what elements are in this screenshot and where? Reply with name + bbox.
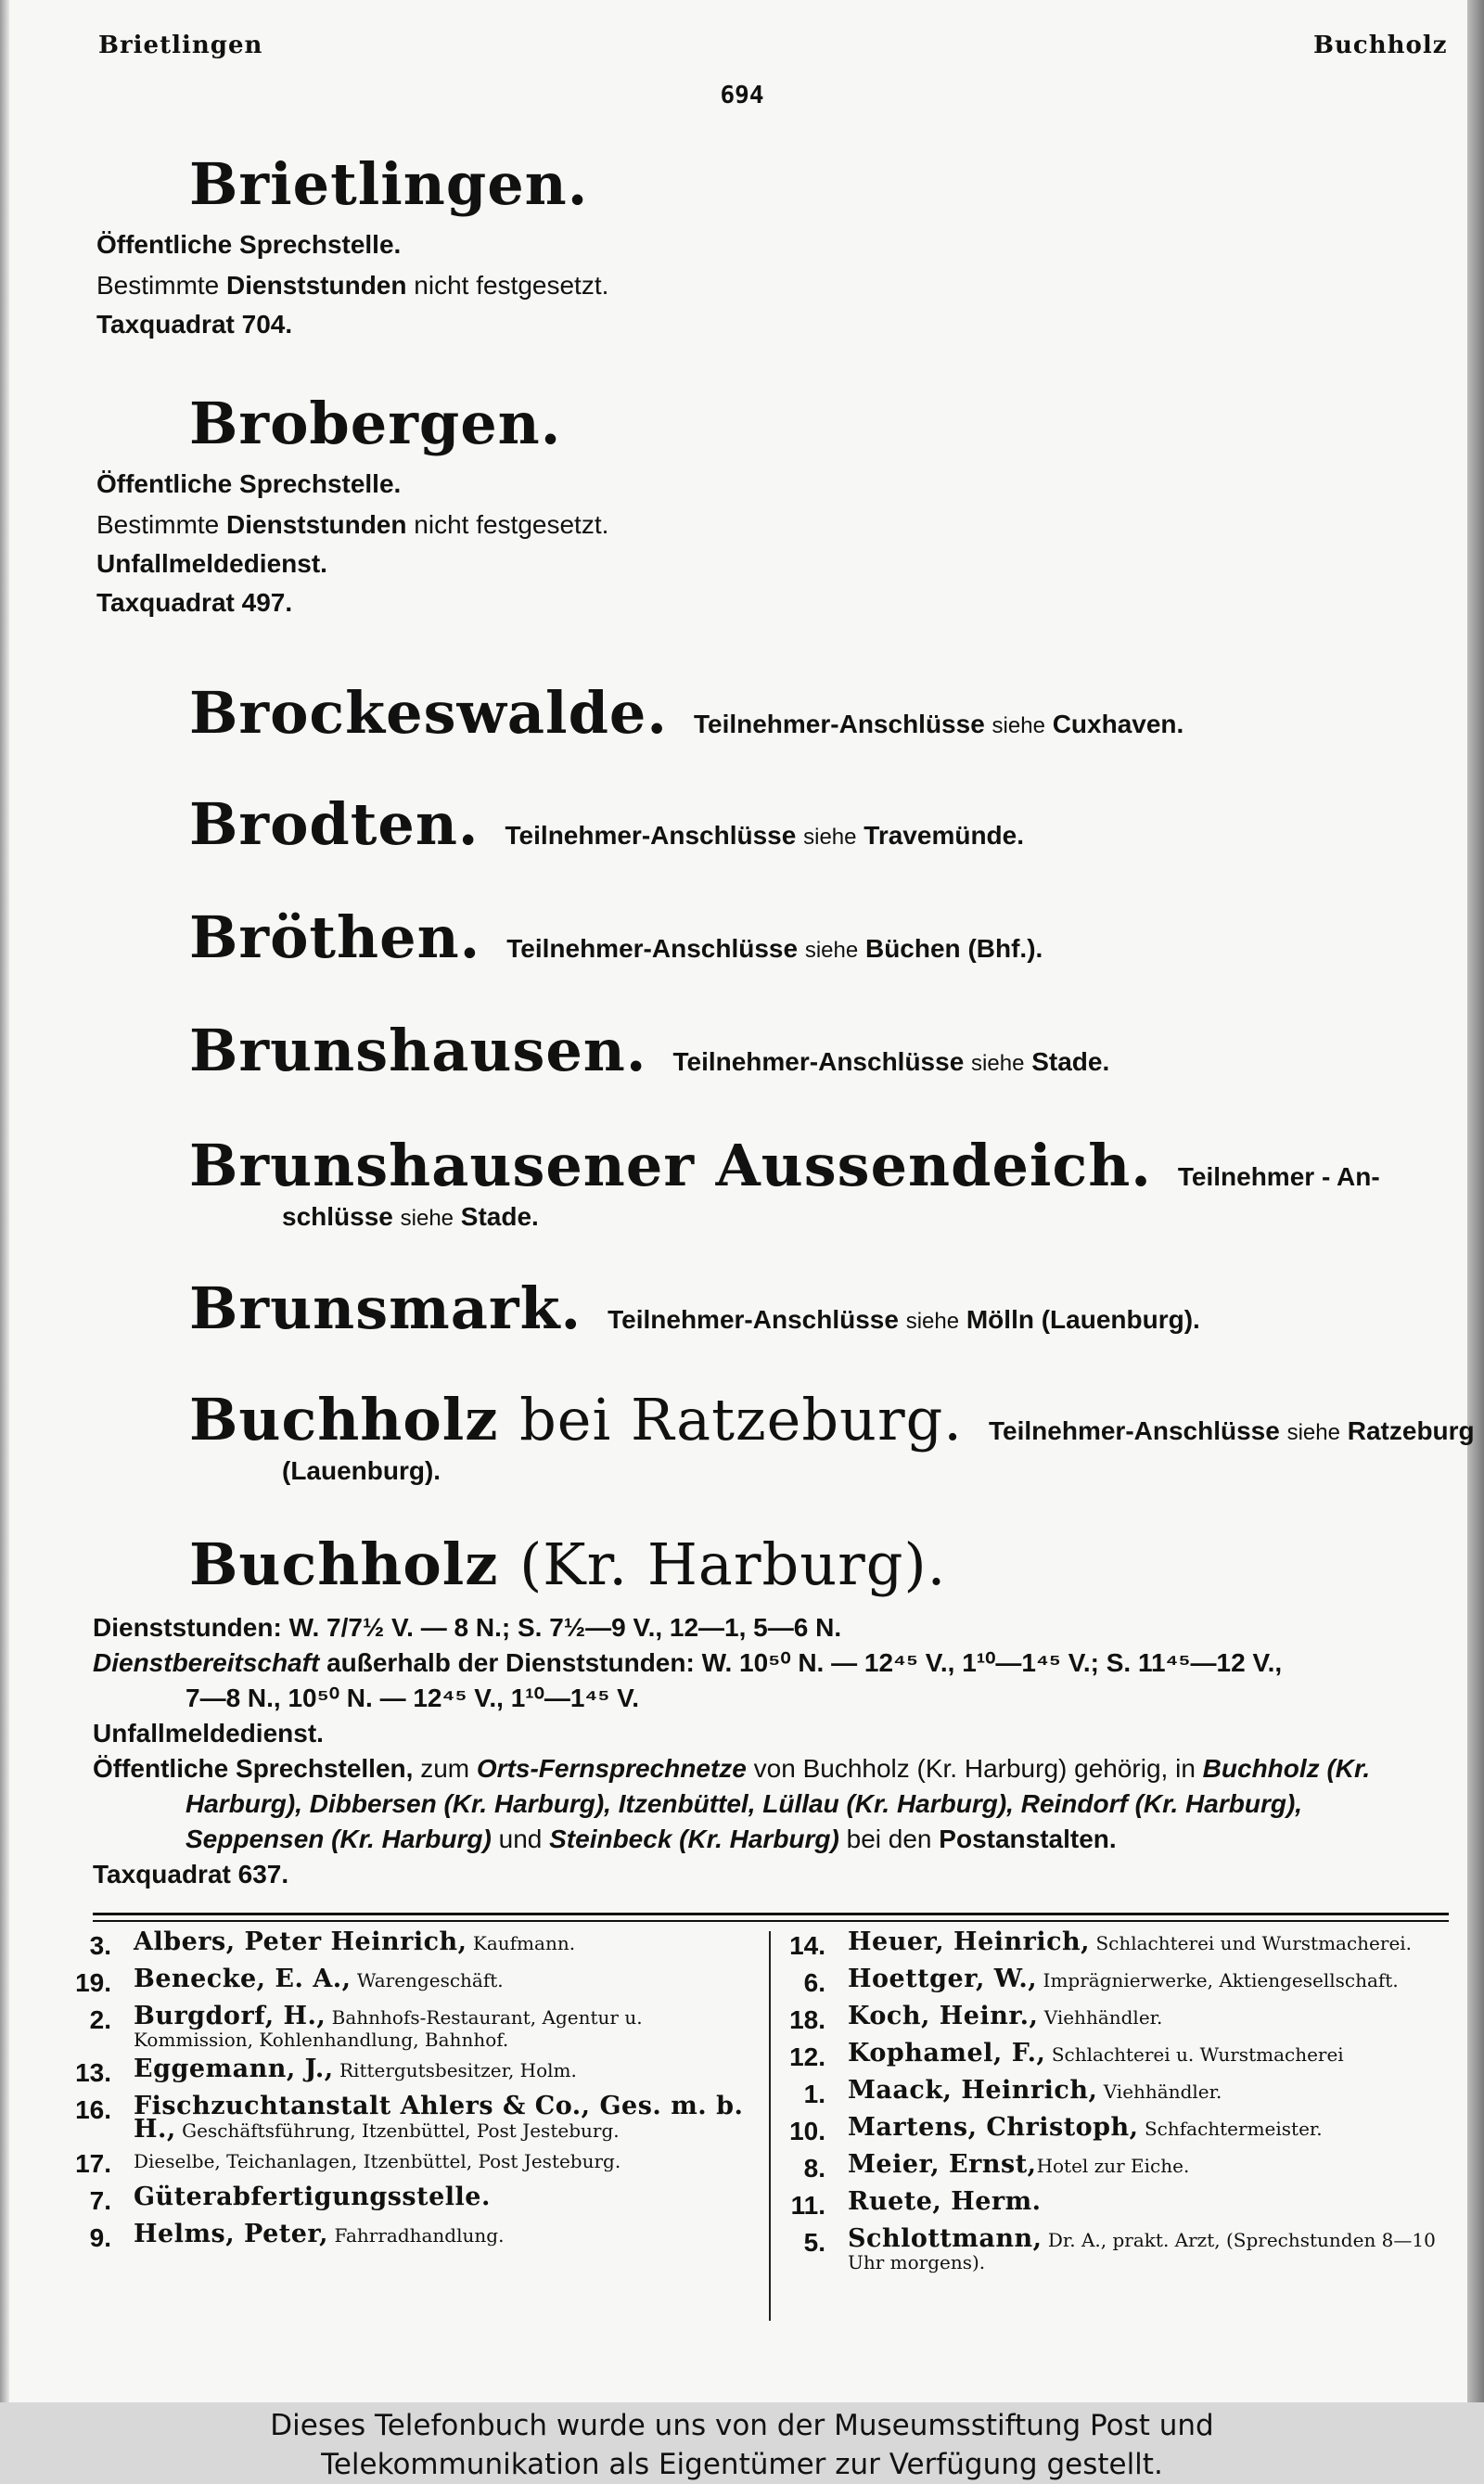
reference-note (672, 1047, 1109, 1076)
place-name-rest: bei Ratzeburg. (519, 1386, 964, 1453)
divider-rule (93, 1913, 1449, 1915)
subscriber-name: Benecke, E. A., (134, 1965, 352, 1993)
subscriber-text (848, 2187, 1042, 2216)
subscriber-text (134, 2183, 491, 2211)
place-name: Brunsmark. (189, 1274, 582, 1342)
info-text: Bestimmte (96, 271, 220, 300)
reference-pre: Teilnehmer-Anschlüsse (506, 934, 799, 963)
subscriber-entry (67, 1965, 753, 1998)
subscriber-entry (67, 2220, 753, 2253)
subscriber-number: 10. (789, 2117, 825, 2145)
running-head-left: Brietlingen (98, 32, 263, 59)
subscriber-name: Albers, Peter Heinrich, (134, 1927, 467, 1956)
subscriber-desc: Fahrradhandlung. (334, 2224, 505, 2247)
subscriber-entry (781, 2224, 1449, 2273)
info-line: Öffentliche Sprechstelle. (96, 469, 402, 498)
reference-siehe: siehe (400, 1206, 454, 1231)
reference-note (1178, 1162, 1380, 1191)
subscriber-column-left (67, 1927, 753, 2260)
place-name: Brunshausener Aussendeich. (189, 1132, 1152, 1199)
subscriber-name: Martens, Christoph, (848, 2113, 1139, 2142)
subscriber-text (848, 2002, 1163, 2030)
subscriber-desc: Geschäftsführung, Itzenbüttel, Post Jesteburg. (182, 2119, 620, 2142)
reference-target: Ratzeburg (1347, 1416, 1475, 1445)
page-left-edge (0, 0, 9, 2402)
info-line (96, 510, 608, 540)
place-name: Brodten. (189, 790, 480, 858)
subscriber-number: 6. (803, 1968, 825, 1997)
subscriber-name: Meier, Ernst, (848, 2150, 1037, 2179)
dienstbereitschaft-line (93, 1645, 1447, 1681)
reference-siehe: siehe (804, 938, 859, 963)
taxquadrat-line: Taxquadrat 704. (96, 310, 293, 339)
reference-pre: Teilnehmer-Anschlüsse (505, 821, 797, 850)
subscriber-desc: Bahnhofs-Restaurant, Agentur u. Kommission, Kohlenhandlung, Bahnhof. (134, 2006, 643, 2051)
subscriber-desc: Rittergutsbesitzer, Holm. (339, 2059, 577, 2081)
place-name-rest: (Kr. Harburg). (519, 1530, 947, 1598)
subscriber-text (134, 2220, 505, 2248)
subscriber-number: 9. (89, 2223, 111, 2252)
subscriber-desc: Warengeschäft. (356, 1969, 504, 1991)
subscriber-text (848, 1927, 1413, 1956)
place-name: Brunshausen. (189, 1017, 647, 1084)
subscriber-text (848, 2113, 1323, 2142)
subscriber-entry (67, 1927, 753, 1961)
subscriber-number: 11. (790, 2191, 825, 2220)
place-heading-ref (189, 1274, 1200, 1342)
taxquadrat-line: Taxquadrat 637. (93, 1860, 289, 1889)
subscriber-entry (781, 2187, 1449, 2221)
info-text: Bestimmte (96, 510, 220, 539)
info-line: Öffentliche Sprechstelle. (96, 230, 402, 259)
subscriber-entry (67, 2149, 753, 2179)
reference-note (694, 710, 1183, 738)
info-line (96, 271, 608, 301)
subscriber-number: 7. (89, 2186, 111, 2215)
subscriber-number: 14. (789, 1931, 825, 1960)
subscriber-desc: Schfachtermeister. (1144, 2118, 1323, 2140)
subscriber-text (848, 2076, 1222, 2105)
dienststunden-text: W. 7/7½ V. — 8 N.; S. 7½—9 V., 12—1, 5—6 N. (288, 1613, 842, 1642)
reference-note (506, 934, 1043, 963)
place-name: Buchholz (189, 1386, 499, 1453)
info-text-bold: Dienststunden (226, 271, 407, 300)
subscriber-entry (67, 2055, 753, 2088)
subscriber-number: 5. (803, 2228, 825, 2257)
buchholz-details (93, 1610, 1447, 1892)
sprechstellen-paragraph (93, 1751, 1447, 1857)
footer-line: Dieses Telefonbuch wurde uns von der Museumsstiftung Post und (270, 2409, 1214, 2442)
subscriber-entry (781, 2076, 1449, 2109)
sprechstellen-text: bei den (846, 1825, 932, 1853)
subscriber-text (848, 2150, 1190, 2179)
dienstbereitschaft-text: außerhalb der Dienststunden: W. 10⁵⁰ N. — 12⁴⁵ V., 1¹⁰—1⁴⁵ V.; S. 11⁴⁵—12 V., (326, 1648, 1283, 1677)
reference-note (989, 1416, 1475, 1445)
place-heading-ref (189, 1132, 1380, 1199)
subscriber-desc: Dieselbe, Teichanlagen, Itzenbüttel, Post Jesteburg. (134, 2150, 621, 2172)
subscriber-name: Eggemann, J., (134, 2055, 334, 2083)
subscriber-entry (781, 2002, 1449, 2035)
subscriber-number: 19. (75, 1968, 111, 1997)
dienstbereitschaft-cont: 7—8 N., 10⁵⁰ N. — 12⁴⁵ V., 1¹⁰—1⁴⁵ V. (186, 1684, 640, 1712)
sprechstellen-text: und (498, 1825, 543, 1853)
subscriber-name: Burgdorf, H., (134, 2002, 326, 2030)
subscriber-entry (781, 1927, 1449, 1961)
subscriber-name: Hoettger, W., (848, 1965, 1038, 1993)
subscriber-number: 1. (803, 2080, 825, 2108)
sprechstellen-places: Buchholz (Kr. Harburg), Dibbersen (Kr. Harburg), Itzenbüttel, Lüllau (Kr. Harburg), Reindorf (Kr. Harburg), Seppensen (Kr. Harburg) (186, 1754, 1371, 1853)
subscriber-text (848, 1965, 1399, 1993)
subscriber-desc: Schlachterei und Wurstmacherei. (1095, 1932, 1413, 1954)
reference-target: Cuxhaven. (1052, 710, 1184, 738)
subscriber-entry (781, 2113, 1449, 2146)
footer-line: Telekommunikation als Eigentümer zur Verfügung gestellt. (321, 2448, 1163, 2481)
subscriber-text (134, 2055, 577, 2083)
place-heading-brobergen: Brobergen. (189, 390, 562, 457)
subscriber-name: Helms, Peter, (134, 2220, 329, 2248)
subscriber-text (134, 2002, 753, 2051)
reference-target: Stade. (460, 1202, 539, 1231)
subscriber-text (134, 1965, 504, 1993)
subscriber-number: 18. (789, 2005, 825, 2034)
reference-note (608, 1305, 1200, 1334)
subscriber-entry (67, 2092, 753, 2144)
column-divider (769, 1931, 771, 2321)
place-heading-ref (189, 1386, 1475, 1453)
reference-pre: Teilnehmer-Anschlüsse (693, 710, 985, 738)
subscriber-desc: Viehhändler. (1043, 2006, 1163, 2029)
subscriber-entry (781, 1965, 1449, 1998)
reference-pre: Teilnehmer-Anschlüsse (608, 1305, 899, 1334)
subscriber-number: 3. (89, 1931, 111, 1960)
sprechstellen-italic: Orts-Fernsprechnetze (476, 1754, 747, 1783)
sprechstellen-text: von Buchholz (Kr. Harburg) gehörig, in (753, 1754, 1196, 1783)
reference-target: Büchen (Bhf.). (864, 934, 1043, 963)
dienststunden-line (93, 1610, 1447, 1645)
taxquadrat-line: Taxquadrat 497. (96, 588, 293, 617)
reference-target: Travemünde. (864, 821, 1024, 850)
info-text: nicht festgesetzt. (414, 510, 609, 539)
place-heading-brietlingen: Brietlingen. (189, 150, 589, 218)
dienstbereitschaft-label: Dienstbereitschaft (93, 1648, 320, 1677)
subscriber-name: Heuer, Heinrich, (848, 1927, 1091, 1956)
sprechstellen-text: zum (420, 1754, 470, 1783)
reference-target: Mölln (Lauenburg). (966, 1305, 1200, 1334)
reference-siehe: siehe (991, 713, 1045, 738)
page-right-edge (1467, 0, 1484, 2402)
subscriber-name: Koch, Heinr., (848, 2002, 1039, 2030)
subscriber-name: Maack, Heinrich, (848, 2076, 1098, 2105)
sprechstellen-label: Öffentliche Sprechstellen, (93, 1754, 414, 1783)
subscriber-desc: Hotel zur Eiche. (1036, 2155, 1190, 2177)
subscriber-number: 12. (789, 2042, 825, 2071)
unfallmeldedienst-line: Unfallmeldedienst. (93, 1719, 324, 1748)
place-heading-buchholz (189, 1530, 946, 1598)
reference-pre: Teilnehmer-Anschlüsse (672, 1047, 965, 1076)
subscriber-text (848, 2039, 1344, 2068)
subscriber-text (848, 2224, 1449, 2273)
subscriber-text (134, 2092, 753, 2144)
subscriber-entry (781, 2039, 1449, 2072)
reference-note (505, 821, 1024, 850)
subscriber-column-right (781, 1927, 1449, 2281)
subscriber-desc: Viehhändler. (1103, 2081, 1222, 2103)
subscriber-entry (781, 2150, 1449, 2183)
sprechstellen-text-bold: Postanstalten. (939, 1825, 1117, 1853)
ownership-footer (0, 2406, 1484, 2484)
subscriber-desc: Imprägnierwerke, Aktiengesellschaft. (1043, 1969, 1399, 1991)
place-name: Buchholz (189, 1530, 499, 1598)
info-text-bold: Dienststunden (226, 510, 407, 539)
running-head-right: Buchholz (1313, 32, 1448, 59)
sprechstellen-places: Steinbeck (Kr. Harburg) (549, 1825, 839, 1853)
subscriber-number: 13. (75, 2058, 111, 2087)
place-name: Bröthen. (189, 903, 481, 971)
place-heading-ref (189, 1017, 1109, 1084)
reference-siehe: siehe (905, 1309, 960, 1334)
reference-cont: schlüsse (282, 1202, 393, 1231)
info-text: nicht festgesetzt. (414, 271, 609, 300)
subscriber-name: Güterabfertigungsstelle. (134, 2183, 491, 2211)
place-heading-ref (189, 903, 1043, 971)
reference-pre: Teilnehmer-Anschlüsse (989, 1416, 1280, 1445)
subscriber-name: Kophamel, F., (848, 2039, 1046, 2068)
page-number: 694 (720, 82, 764, 109)
reference-pre: Teilnehmer - An- (1177, 1162, 1380, 1191)
subscriber-name: Ruete, Herm. (848, 2187, 1042, 2216)
subscriber-number: 16. (75, 2095, 111, 2124)
reference-continuation: (Lauenburg). (282, 1456, 441, 1485)
dienststunden-label: Dienststunden: (93, 1613, 282, 1642)
subscriber-desc: Dr. A., prakt. Arzt, (Sprechstunden 8—10 Uhr morgens). (848, 2229, 1436, 2273)
subscriber-name: Fischzuchtanstalt Ahlers & Co., Ges. m. b. H., (134, 2092, 744, 2144)
place-heading-ref (189, 679, 1183, 747)
subscriber-number: 2. (89, 2005, 111, 2034)
subscriber-number: 17. (75, 2149, 111, 2178)
subscriber-number: 8. (803, 2154, 825, 2183)
subscriber-desc: Schlachterei u. Wurstmacherei (1051, 2043, 1344, 2066)
subscriber-text (134, 1927, 576, 1956)
info-line: Unfallmeldedienst. (96, 549, 327, 578)
place-name: Brockeswalde. (189, 679, 668, 747)
divider-rule (93, 1920, 1449, 1922)
subscriber-text (134, 2149, 620, 2172)
subscriber-entry (67, 2002, 753, 2051)
subscriber-desc: Kaufmann. (472, 1932, 576, 1954)
subscriber-entry (67, 2183, 753, 2216)
reference-siehe: siehe (803, 825, 857, 850)
place-heading-ref (189, 790, 1024, 858)
reference-siehe: siehe (1286, 1420, 1340, 1445)
reference-siehe: siehe (971, 1051, 1025, 1076)
reference-target: Stade. (1031, 1047, 1110, 1076)
reference-continuation (282, 1202, 539, 1232)
subscriber-name: Schlottmann, (848, 2224, 1043, 2253)
